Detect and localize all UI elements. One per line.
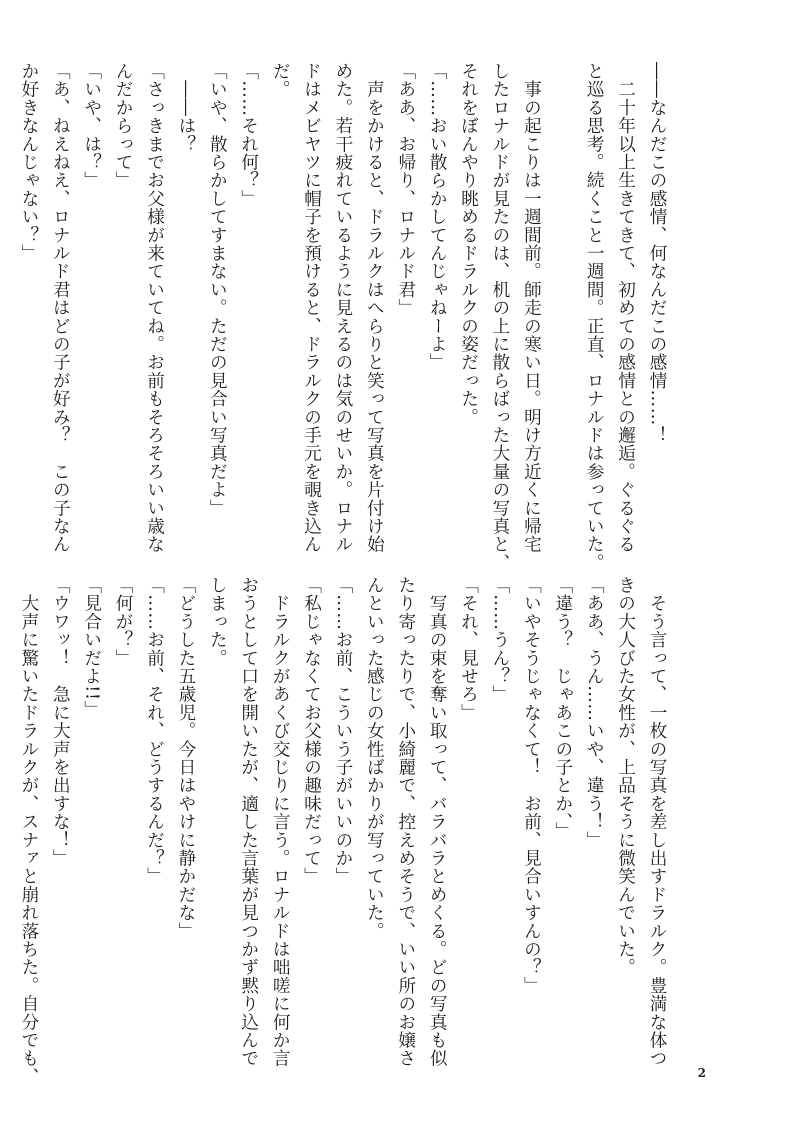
text-line: それをぼんやり眺めるドラルクの姿だった。: [458, 62, 479, 426]
text-line: おうとして口を開いたが、適した言葉が見つかず黙り込んで: [238, 576, 259, 1068]
text-line: 「……お前、こういう子がいいのか」: [332, 576, 353, 886]
text-line: 「あ、ねえねえ、ロナルド君はどの子が好み？ この子なん: [50, 62, 71, 554]
text-line: したロナルドが見たのは、机の上に散らばった大量の写真と、: [489, 62, 510, 572]
text-block-top: [18, 62, 672, 572]
text-line: めた。若干疲れているように見えるのは気のせいか。ロナル: [332, 62, 353, 554]
text-line: 「私じゃなくてお父様の趣味だって」: [301, 576, 322, 886]
text-line: 「ウワッ！ 急に大声を出すな！」: [50, 576, 71, 868]
text-line: 「ああ、お帰り、ロナルド君」: [395, 62, 416, 317]
text-line: だ。: [270, 62, 291, 99]
text-line: 「何が？」: [113, 576, 134, 667]
text-line: しまった。: [207, 576, 228, 667]
page-number: 2: [697, 1066, 706, 1080]
text-line: ドラルクがあくび交じりに言う。ロナルドは咄嗟に何か言: [270, 576, 291, 1068]
text-line: 「……おい散らかしてんじゃねーよ」: [427, 62, 448, 372]
text-line: 「違う？ じゃあこの子とか、」: [552, 576, 573, 841]
text-line: んだからって」: [113, 62, 134, 190]
text-line: 大声に驚いたドラルクが、スナァと崩れ落ちた。自分でも、: [18, 576, 39, 1086]
text-line: 「ああ、うん……いや、違う！」: [584, 576, 605, 849]
text-line: たり寄ったりで、小綺麗で、控えめそうで、いい所のお嬢さ: [395, 576, 416, 1068]
text-line: 事の起こりは一週間前。師走の寒い日。明け方近くに帰宅: [521, 62, 542, 554]
text-line: ドはメビヤツに帽子を預けると、ドラルクの手元を覗き込ん: [301, 62, 322, 554]
text-block-bottom: [18, 576, 672, 1086]
text-line: そう言って、一枚の写真を差し出すドラルク。豊満な体つ: [647, 576, 667, 1068]
text-line: 「見合いだよ!!」: [81, 576, 102, 719]
text-line: 「いや、は？」: [81, 62, 102, 190]
text-line: ――は？: [175, 62, 196, 153]
text-line: んといった感じの女性ばかりが写っていた。: [364, 576, 385, 940]
text-line: 「……お前、それ、どうするんだ？」: [144, 576, 165, 886]
text-line: きの大人びた女性が、上品そうに微笑んでいた。: [615, 576, 636, 977]
text-line: 二十年以上生きてきて、初めての感情との邂逅。ぐるぐる: [615, 62, 636, 554]
text-line: と巡る思考。続くこと一週間。正直、ロナルドは参っていた。: [584, 62, 605, 572]
text-line: 「……うん？」: [489, 576, 510, 704]
text-line: 声をかけると、ドラルクはへらりと笑って写真を片付け始: [364, 62, 385, 554]
text-line: 「いや、散らかしてすまない。ただの見合い写真だよ」: [207, 62, 228, 517]
text-line: 「それ、見せろ」: [458, 576, 479, 722]
text-line: 「どうした五歳児。今日はやけに静かだな」: [175, 576, 196, 940]
text-line: 「……それ何？」: [238, 62, 259, 208]
text-line: ――なんだこの感情、何なんだこの感情……！: [647, 62, 667, 445]
text-line: 「いやそうじゃなくて！ お前、見合いすんの？」: [521, 576, 542, 995]
text-line: か好きなんじゃない？」: [18, 62, 39, 263]
text-line: 「さっきまでお父様が来ていてね。お前もそろそろいい歳な: [144, 62, 165, 554]
text-line: 写真の束を奪い取って、バラバラとめくる。どの写真も似: [427, 576, 448, 1068]
text-line: [546, 62, 577, 540]
